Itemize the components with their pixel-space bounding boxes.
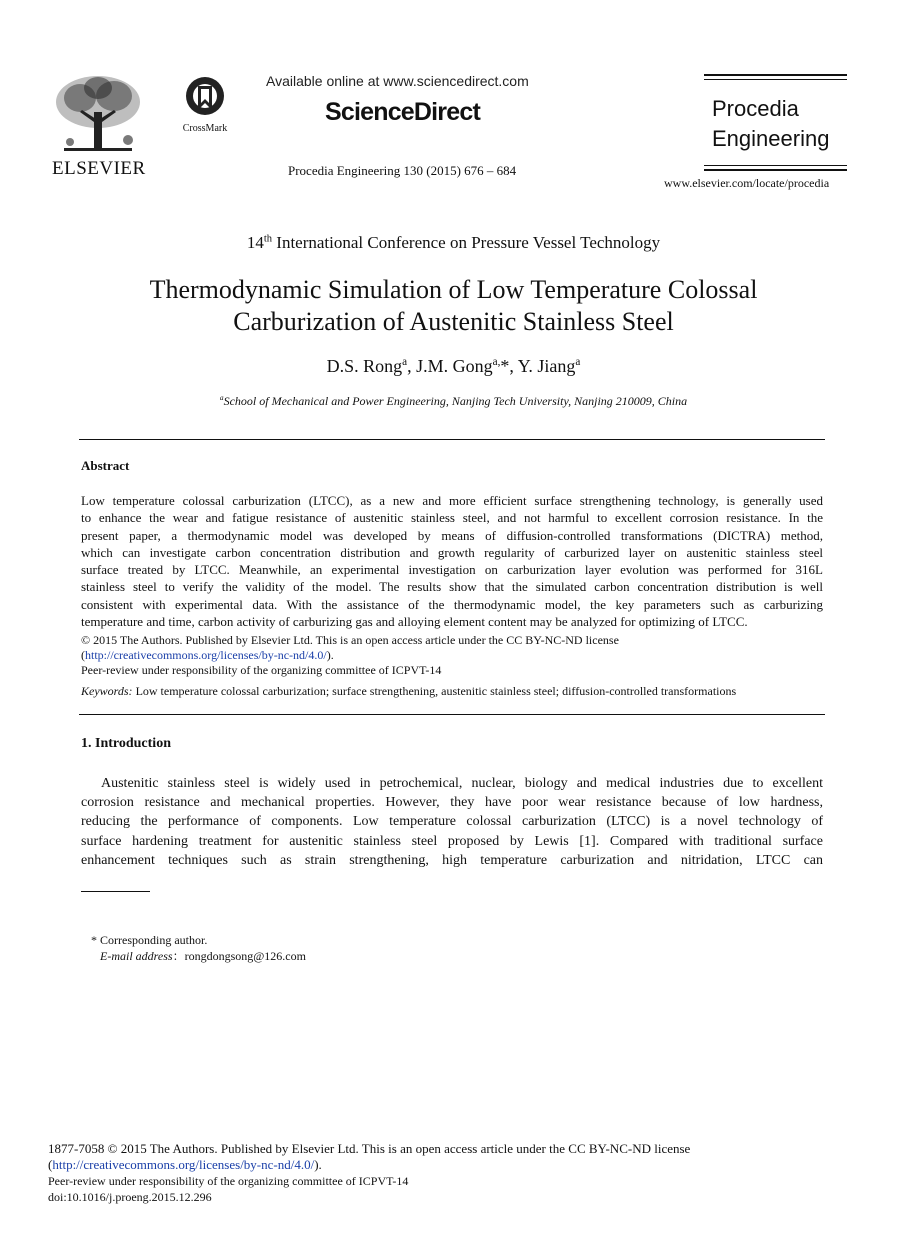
intro-line: reducing the performance of components. Low temperature colossal carburization (LTCC) is a novel technology of — [81, 814, 823, 830]
crossmark-badge[interactable] — [176, 76, 234, 134]
footer-peer-review: Peer-review under responsibility of the organizing committee of ICPVT-14 — [48, 1174, 409, 1188]
journal-citation: Procedia Engineering 130 (2015) 676 – 684 — [288, 163, 517, 178]
abstract-copyright — [81, 633, 823, 678]
paren-open: ( — [81, 648, 85, 662]
abstract-rule-bottom — [79, 714, 825, 715]
introduction-body — [81, 774, 823, 870]
journal-url[interactable]: www.elsevier.com/locate/procedia — [664, 176, 830, 190]
paper-title — [0, 274, 907, 338]
author-sep: , — [407, 356, 417, 376]
elsevier-wordmark: ELSEVIER — [52, 158, 146, 179]
author-sep: , — [509, 356, 518, 376]
email-separator: ： — [172, 948, 185, 963]
author-name: D.S. Rong — [326, 356, 403, 376]
affiliation-text: School of Mechanical and Power Engineering, Nanjing Tech University, Nanjing 210009, China — [223, 394, 688, 408]
affiliation-marker: a — [219, 393, 224, 402]
elsevier-logo — [50, 72, 146, 178]
author-name: J.M. Gong — [416, 356, 493, 376]
abstract-line: consistent with experimental data. With the assistance of the thermodynamic model, the key parameters such as carburizing — [81, 596, 823, 612]
footnote — [91, 933, 306, 964]
peer-review-line: Peer-review under responsibility of the organizing committee of ICPVT-14 — [81, 663, 442, 677]
paper-title-line2: Carburization of Austenitic Stainless Steel — [233, 307, 674, 336]
journal-rule-bottom-thick — [704, 169, 847, 171]
abstract-line: temperature and time, carbon activity of carburizing gas and alloying element content may be analyzed for optimizing of LTCC. — [81, 614, 748, 630]
crossmark-label: CrossMark — [182, 123, 228, 134]
abstract-line: stainless steel to verify the validity of the model. The results show that the simulated carbon concentration distribution is well — [81, 579, 823, 595]
intro-line: corrosion resistance and mechanical properties. However, they have poor wear resistance because of low hardness, — [81, 795, 823, 811]
abstract-line: which can investigate carbon concentration distribution and growth regularity of carburized layer on austenitic stainless steel — [81, 544, 823, 560]
footer-license-link[interactable]: http://creativecommons.org/licenses/by-nc-nd/4.0/ — [52, 1157, 315, 1172]
page-footer — [48, 1141, 848, 1205]
email-address[interactable]: rongdongsong@126.com — [184, 948, 306, 963]
abstract-line: to enhance the wear and fatigue resistance of austenitic stainless steel, and not harmful to excellent corrosion resistance. In the — [81, 510, 823, 526]
journal-title-line1: Procedia — [712, 96, 799, 121]
journal-rule-top-thin — [704, 79, 847, 80]
conference-title: International Conference on Pressure Vessel Technology — [272, 233, 661, 252]
intro-line: enhancement techniques such as strain strengthening, high temperature carburization and nitridation, LTCC can — [81, 852, 823, 868]
corresponding-star: * — [500, 356, 510, 376]
license-line — [81, 648, 823, 663]
abstract-heading: Abstract — [81, 458, 130, 473]
author-name: Y. Jiang — [517, 356, 576, 376]
footer-copyright: 1877-7058 © 2015 The Authors. Published by Elsevier Ltd. This is an open access article under the CC BY-NC-ND license — [48, 1141, 691, 1156]
sciencedirect-logo[interactable]: ScienceDirect — [325, 98, 480, 126]
paper-title-line1: Thermodynamic Simulation of Low Temperature Colossal — [149, 275, 758, 304]
footer-license — [48, 1157, 848, 1173]
email-line — [91, 949, 306, 965]
conference-name — [0, 233, 907, 253]
conference-ordinal: 14 — [246, 233, 264, 252]
copyright-line: © 2015 The Authors. Published by Elsevier Ltd. This is an open access article under the CC BY-NC-ND license — [81, 633, 619, 647]
affiliation — [0, 394, 907, 409]
author-list — [0, 356, 907, 377]
abstract-line: Low temperature colossal carburization (LTCC), as a new and more efficient surface strengthening technology, is generally used — [81, 493, 823, 508]
journal-title — [712, 94, 842, 154]
abstract-line: present paper, a thermodynamic model was developed by means of diffusion-controlled transformations (DICTRA) method, — [81, 527, 823, 543]
journal-rule-bottom — [704, 165, 847, 166]
introduction-heading: 1. Introduction — [81, 736, 171, 751]
abstract-rule-top — [79, 439, 825, 440]
paren-close: ). — [326, 648, 334, 662]
abstract-line: surface treated by LTCC. Meanwhile, an experimental investigation on carburization layer evolution was performed for 316L — [81, 562, 823, 578]
keywords — [81, 684, 823, 699]
journal-rule-top — [704, 74, 847, 76]
abstract-body — [81, 492, 823, 630]
corresponding-author: * Corresponding author. — [91, 933, 208, 947]
author-affil: a — [575, 356, 581, 368]
conference-ordinal-suffix: th — [263, 233, 273, 245]
journal-title-line2: Engineering — [712, 126, 830, 151]
intro-line: Austenitic stainless steel is widely used in petrochemical, nuclear, biology and medical industries due to excellent — [101, 776, 823, 791]
crossmark-icon — [182, 76, 228, 120]
license-link[interactable]: http://creativecommons.org/licenses/by-nc-nd/4.0/ — [85, 648, 327, 662]
elsevier-tree-icon — [50, 72, 146, 158]
paren-open: ( — [48, 1157, 53, 1172]
keywords-text: Low temperature colossal carburization; surface strengthening, austenitic stainless steel; diffusion-controlled transformations — [132, 684, 737, 698]
footnote-rule — [81, 891, 150, 892]
keywords-label: Keywords: — [81, 684, 133, 698]
available-online: Available online at www.sciencedirect.com — [266, 73, 529, 89]
author-affil: a — [402, 356, 408, 368]
intro-line: surface hardening treatment for austenitic stainless steel proposed by Lewis [1]. Compared with traditional surface — [81, 833, 823, 849]
email-label: E-mail address — [100, 948, 173, 963]
author-affil: a, — [492, 356, 501, 368]
paren-close: ). — [314, 1157, 322, 1172]
footer-doi[interactable]: doi:10.1016/j.proeng.2015.12.296 — [48, 1190, 212, 1204]
